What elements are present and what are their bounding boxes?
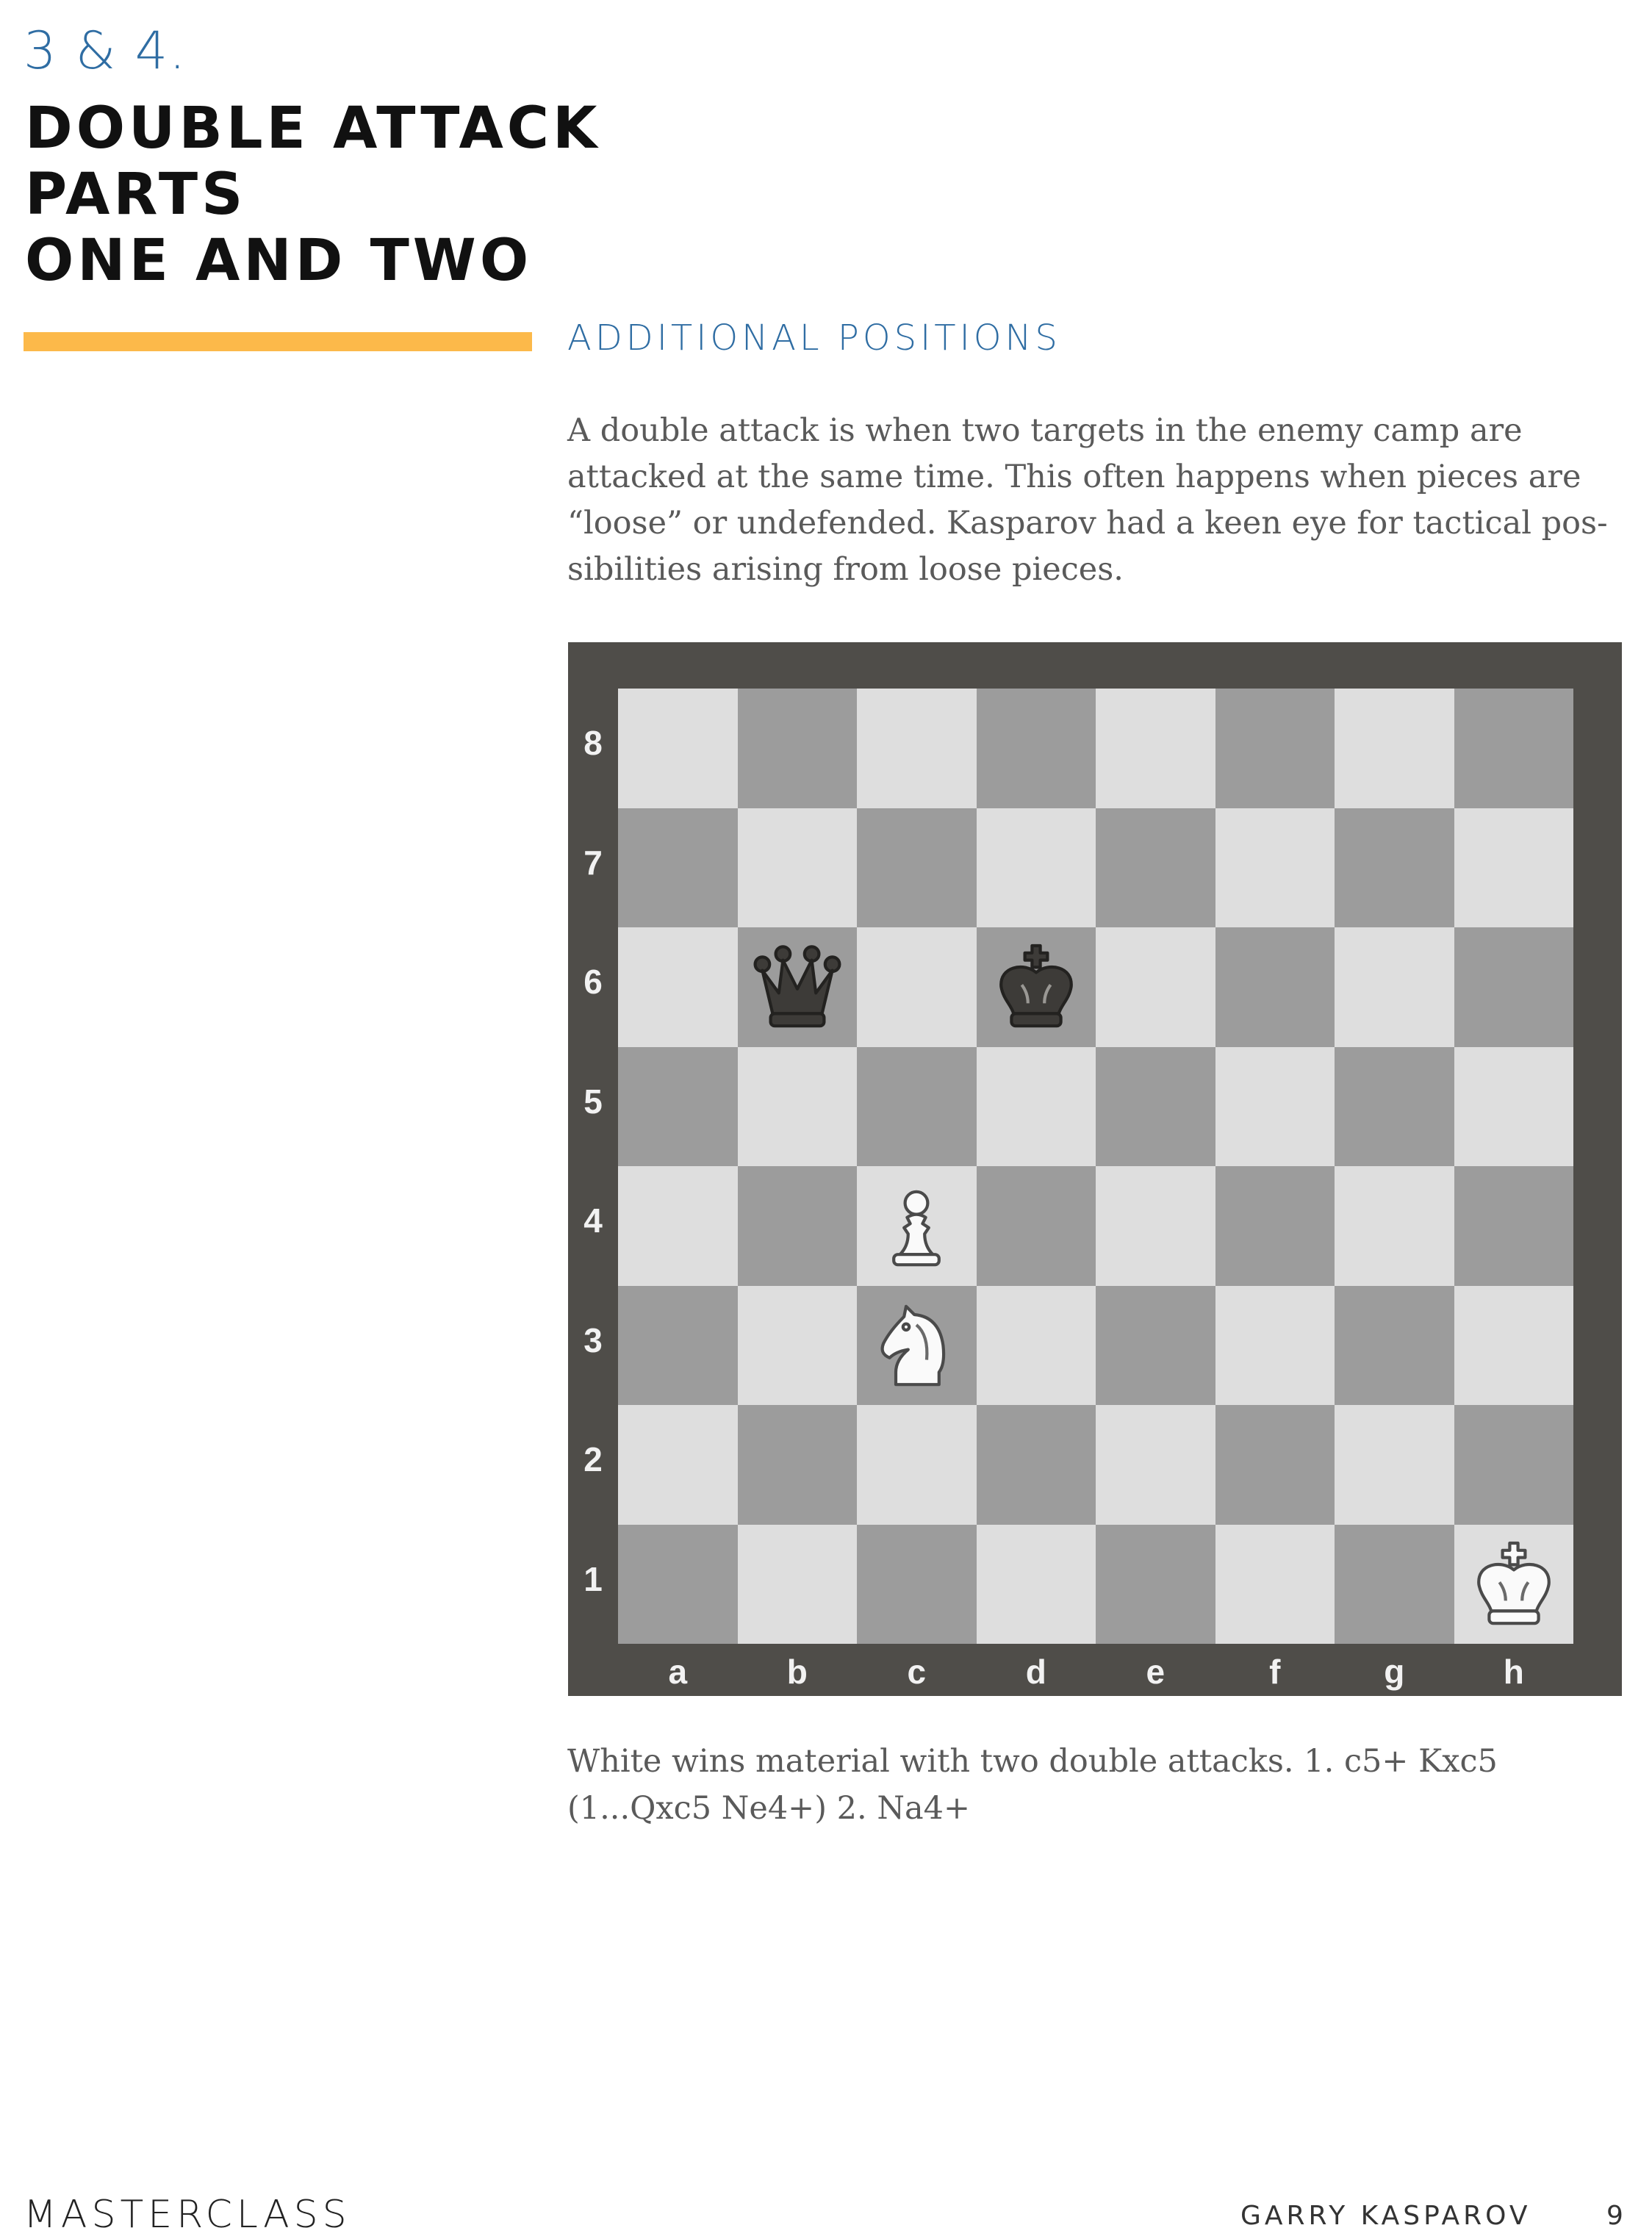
square-h8[interactable] [1454, 689, 1574, 808]
intro-paragraph: A double attack is when two targets in the enemy camp are attacked at the same time. This often happens when pieces are “loose” or undefended. Kasparov had a keen eye for tactical pos-sibilities arising from loose pieces. [567, 412, 1608, 588]
square-a4[interactable] [618, 1166, 738, 1286]
square-d3[interactable] [977, 1286, 1096, 1406]
square-d4[interactable] [977, 1166, 1096, 1286]
square-d1[interactable] [977, 1525, 1096, 1645]
square-f2[interactable] [1215, 1405, 1335, 1525]
file-label: c [907, 1653, 927, 1691]
file-label: h [1503, 1653, 1524, 1691]
square-e4[interactable] [1096, 1166, 1215, 1286]
square-c7[interactable] [857, 808, 977, 928]
square-h1[interactable] [1454, 1525, 1574, 1645]
square-c8[interactable] [857, 689, 977, 808]
square-h4[interactable] [1454, 1166, 1574, 1286]
file-label: f [1269, 1653, 1281, 1691]
square-e1[interactable] [1096, 1525, 1215, 1645]
square-b2[interactable] [738, 1405, 858, 1525]
rank-label: 8 [583, 724, 603, 763]
square-f8[interactable] [1215, 689, 1335, 808]
file-label: e [1146, 1653, 1166, 1691]
file-label: g [1384, 1653, 1405, 1691]
square-f6[interactable] [1215, 927, 1335, 1047]
chapter-title [25, 96, 601, 294]
white-king-icon[interactable] [1462, 1533, 1565, 1636]
square-b3[interactable] [738, 1286, 858, 1406]
square-e5[interactable] [1096, 1047, 1215, 1167]
square-b1[interactable] [738, 1525, 858, 1645]
white-pawn-icon[interactable] [865, 1174, 968, 1277]
rank-label: 2 [583, 1440, 603, 1479]
square-d8[interactable] [977, 689, 1096, 808]
square-g6[interactable] [1335, 927, 1454, 1047]
square-g7[interactable] [1335, 808, 1454, 928]
file-label: b [786, 1653, 808, 1691]
square-f4[interactable] [1215, 1166, 1335, 1286]
square-c5[interactable] [857, 1047, 977, 1167]
file-label: a [668, 1653, 688, 1691]
square-a5[interactable] [618, 1047, 738, 1167]
rank-label: 3 [583, 1320, 603, 1359]
black-queen-icon[interactable] [746, 935, 849, 1038]
square-h6[interactable] [1454, 927, 1574, 1047]
square-g4[interactable] [1335, 1166, 1454, 1286]
square-g8[interactable] [1335, 689, 1454, 808]
square-d6[interactable] [977, 927, 1096, 1047]
section-heading: ADDITIONAL POSITIONS [567, 317, 1061, 359]
square-a3[interactable] [618, 1286, 738, 1406]
square-d5[interactable] [977, 1047, 1096, 1167]
page-number: 9 [1606, 2201, 1623, 2231]
square-b7[interactable] [738, 808, 858, 928]
chapter-title-line: ONE AND TWO [25, 228, 533, 294]
square-a8[interactable] [618, 689, 738, 808]
square-c6[interactable] [857, 927, 977, 1047]
square-h3[interactable] [1454, 1286, 1574, 1406]
square-d2[interactable] [977, 1405, 1096, 1525]
square-g3[interactable] [1335, 1286, 1454, 1406]
square-d7[interactable] [977, 808, 1096, 928]
square-f7[interactable] [1215, 808, 1335, 928]
square-f3[interactable] [1215, 1286, 1335, 1406]
rank-label: 4 [583, 1201, 603, 1240]
square-e2[interactable] [1096, 1405, 1215, 1525]
accent-bar [24, 332, 532, 351]
square-h5[interactable] [1454, 1047, 1574, 1167]
footer-brand-logo: MASTERCLASS [24, 2193, 351, 2237]
chess-board [568, 642, 1622, 1696]
square-c2[interactable] [857, 1405, 977, 1525]
square-c3[interactable] [857, 1286, 977, 1406]
square-c1[interactable] [857, 1525, 977, 1645]
square-b6[interactable] [738, 927, 858, 1047]
square-a7[interactable] [618, 808, 738, 928]
square-b4[interactable] [738, 1166, 858, 1286]
square-g1[interactable] [1335, 1525, 1454, 1645]
chapter-number: 3 & 4. [24, 21, 187, 81]
square-b5[interactable] [738, 1047, 858, 1167]
square-e3[interactable] [1096, 1286, 1215, 1406]
square-g2[interactable] [1335, 1405, 1454, 1525]
square-c4[interactable] [857, 1166, 977, 1286]
square-f5[interactable] [1215, 1047, 1335, 1167]
square-a1[interactable] [618, 1525, 738, 1645]
square-e8[interactable] [1096, 689, 1215, 808]
square-h7[interactable] [1454, 808, 1574, 928]
file-label: d [1025, 1653, 1046, 1691]
square-g5[interactable] [1335, 1047, 1454, 1167]
rank-label: 7 [583, 843, 603, 882]
square-e7[interactable] [1096, 808, 1215, 928]
square-b8[interactable] [738, 689, 858, 808]
rank-label: 1 [583, 1559, 603, 1598]
footer-author: GARRY KASPAROV [1240, 2201, 1531, 2231]
rank-label: 6 [583, 963, 603, 1002]
rank-label: 5 [583, 1082, 603, 1121]
square-a6[interactable] [618, 927, 738, 1047]
square-a2[interactable] [618, 1405, 738, 1525]
square-f1[interactable] [1215, 1525, 1335, 1645]
position-caption: White wins material with two double attacks. 1. c5+ Kxc5 (1...Qxc5 Ne4+) 2. Na4+ [567, 1743, 1498, 1827]
chapter-title-line: PARTS [25, 162, 247, 228]
chess-board-grid [618, 689, 1573, 1644]
square-h2[interactable] [1454, 1405, 1574, 1525]
black-king-icon[interactable] [985, 935, 1088, 1038]
white-knight-icon[interactable] [865, 1294, 968, 1397]
square-e6[interactable] [1096, 927, 1215, 1047]
chapter-title-line: DOUBLE ATTACK [25, 96, 601, 162]
